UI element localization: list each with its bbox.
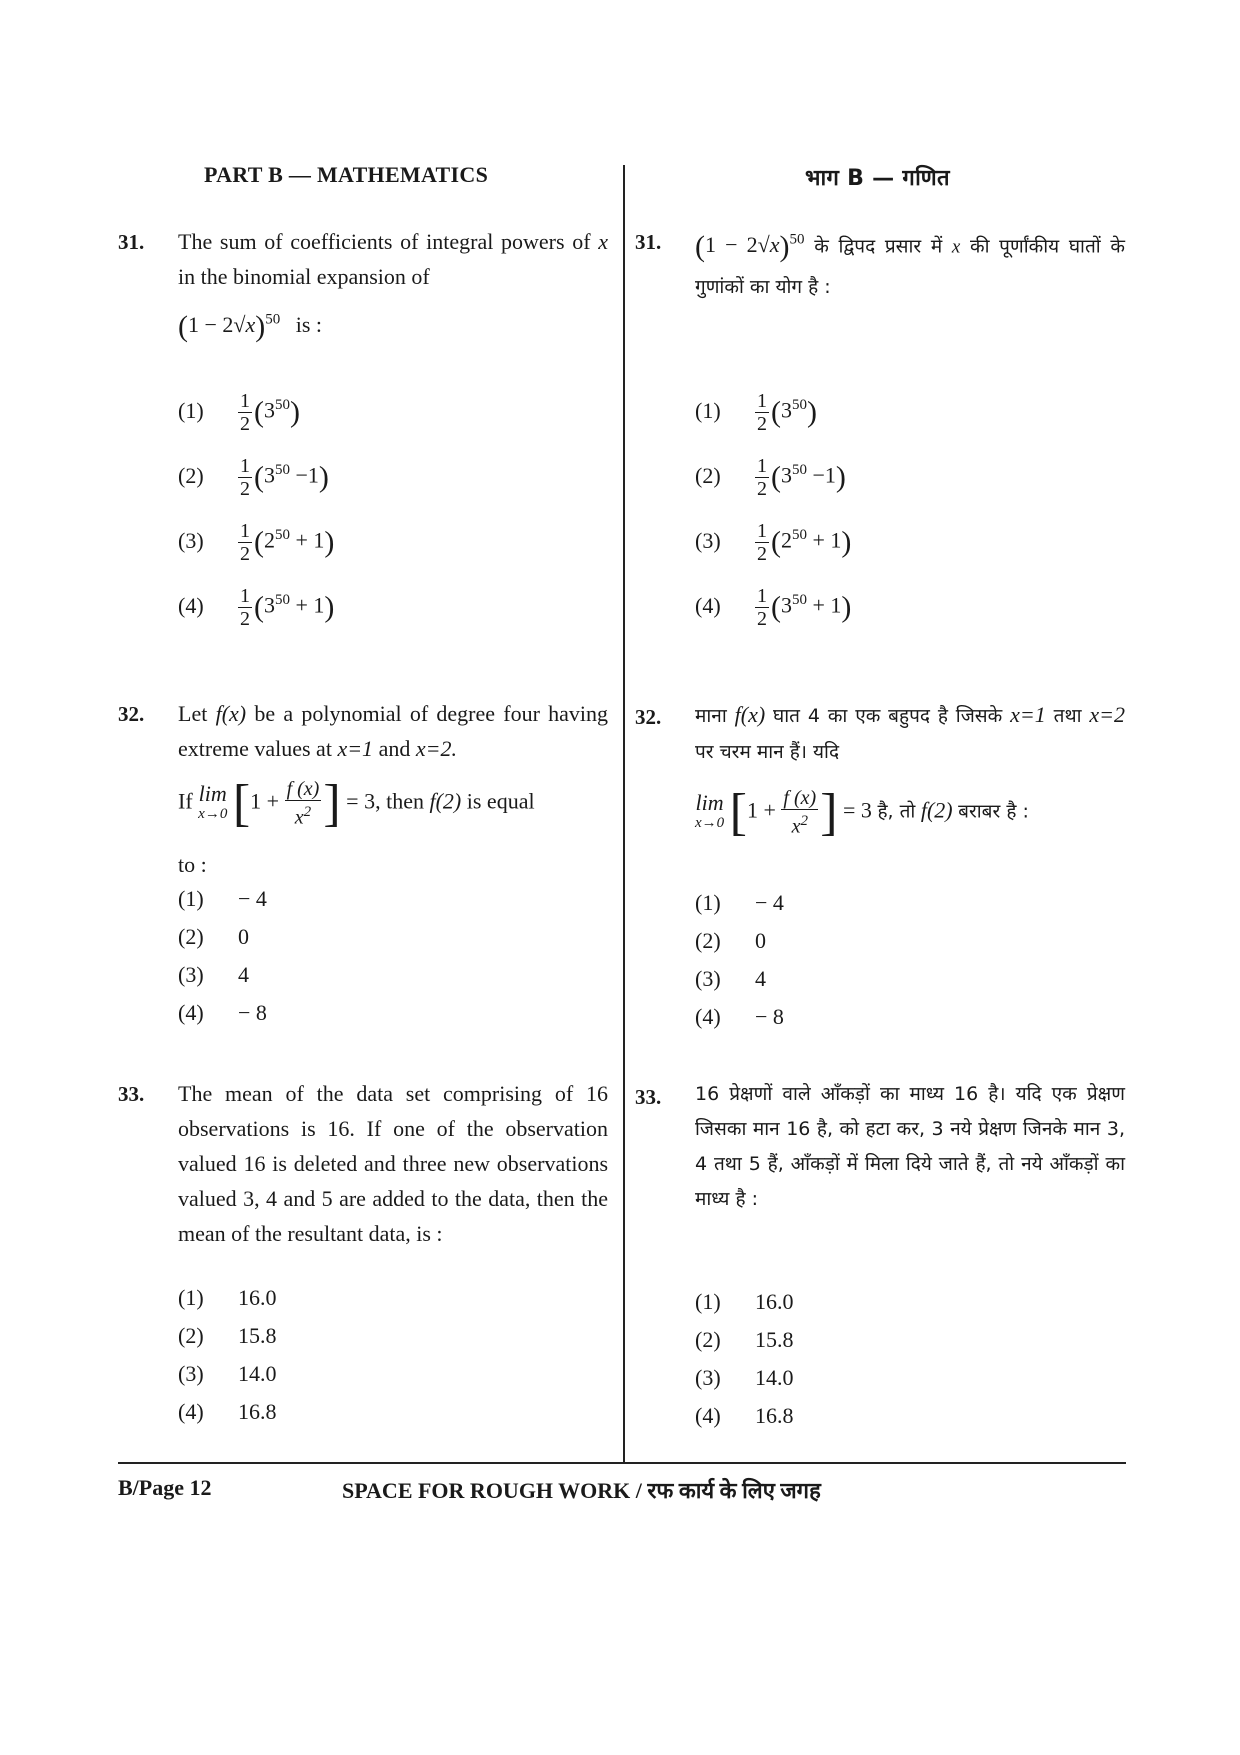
option[interactable]: (1) − 4 [695, 890, 784, 915]
option[interactable]: (1) $\frac{1}{2}$ $(3^{50})$ [178, 390, 300, 435]
option[interactable]: (3) 14.0 [178, 1361, 277, 1386]
option[interactable]: (1) 16.0 [695, 1289, 794, 1314]
option[interactable]: (4) $\frac{1}{2}$ $(3^{50} + 1)$ [178, 585, 335, 630]
option[interactable]: (1) 16.0 [178, 1285, 277, 1310]
option[interactable]: (4) − 8 [178, 1000, 267, 1025]
option[interactable]: (2) 15.8 [695, 1327, 794, 1352]
question-number: 32. [635, 705, 662, 729]
limit-expression: lim x→0 [1 + $\frac{f (x)}{x^2}$ ] = 3 है, तो f(2) बराबर है : [695, 784, 1029, 841]
page-number: B/Page 12 [118, 1475, 212, 1500]
option[interactable]: (3) 14.0 [695, 1365, 794, 1390]
question-text: Let f(x) be a polynomial of degree four having extreme values at x=1 and x=2. [178, 701, 609, 761]
limit-expression: If lim x→0 [1 + $\frac{f (x)}{x^2}$ ] = 3, then f(2) is equal [178, 775, 535, 832]
option[interactable]: (2) 0 [695, 928, 766, 953]
footer-rule [118, 1462, 1126, 1464]
option[interactable]: (3) $\frac{1}{2}$ $(2^{50} + 1)$ [178, 520, 335, 565]
question-text: The mean of the data set comprising of 16 observations is 16. If one of the observation valued 16 is deleted and three new observations valued 3, 4 and 5 are added to the data, then the mean of the resultant data, is : [178, 1081, 608, 1246]
option[interactable]: (3) 4 [695, 966, 766, 991]
option[interactable]: (1) $\frac{1}{2}$ $(3^{50})$ [695, 390, 817, 435]
question-number: 31. [118, 230, 145, 254]
option[interactable]: (2) 15.8 [178, 1323, 277, 1348]
english-heading: PART B — MATHEMATICS [204, 162, 489, 187]
question-text: $(1 - 2√x)^{50}$ के द्विपद प्रसार में x की पूर्णांकीय घातों के गुणांकों का योग है : [695, 230, 1125, 299]
question-number: 31. [635, 230, 662, 254]
question-text: 16 प्रेक्षणों वाले आँकड़ों का माध्य 16 है। यदि एक प्रेक्षण जिसका मान 16 है, को हटा कर, 3 नये प्रेक्षण जिनके मान 3, 4 तथा 5 हैं, आँकड़ों में मिला दिये जाते हैं, तो नये आँकड़ों का माध्य है : [695, 1083, 1125, 1210]
question-number: 32. [118, 702, 145, 726]
option[interactable]: (4) 16.8 [178, 1399, 277, 1424]
question-number: 33. [635, 1085, 662, 1109]
option[interactable]: (2) 0 [178, 924, 249, 949]
rough-work-label: SPACE FOR ROUGH WORK / रफ कार्य के लिए जगह [342, 1478, 821, 1503]
option[interactable]: (3) 4 [178, 962, 249, 987]
column-divider [623, 165, 625, 1463]
question-text: माना f(x) घात 4 का एक बहुपद है जिसके x=1 तथा x=2 पर चरम मान हैं। यदि [695, 702, 1126, 763]
hindi-heading: भाग B — गणित [805, 166, 950, 191]
binomial-expression: $(1 - 2√x)^{50}$ is : [178, 310, 323, 343]
question-text: The sum of coefficients of integral powers of x in the binomial expansion of [178, 229, 608, 289]
option[interactable]: (2) $\frac{1}{2}$ $(3^{50} -1)$ [178, 455, 329, 500]
option[interactable]: (2) $\frac{1}{2}$ $(3^{50} -1)$ [695, 455, 846, 500]
option[interactable]: (1) − 4 [178, 886, 267, 911]
option[interactable]: (3) $\frac{1}{2}$ $(2^{50} + 1)$ [695, 520, 852, 565]
option[interactable]: (4) 16.8 [695, 1403, 794, 1428]
option[interactable]: (4) $\frac{1}{2}$ $(3^{50} + 1)$ [695, 585, 852, 630]
question-number: 33. [118, 1082, 145, 1106]
option[interactable]: (4) − 8 [695, 1004, 784, 1029]
